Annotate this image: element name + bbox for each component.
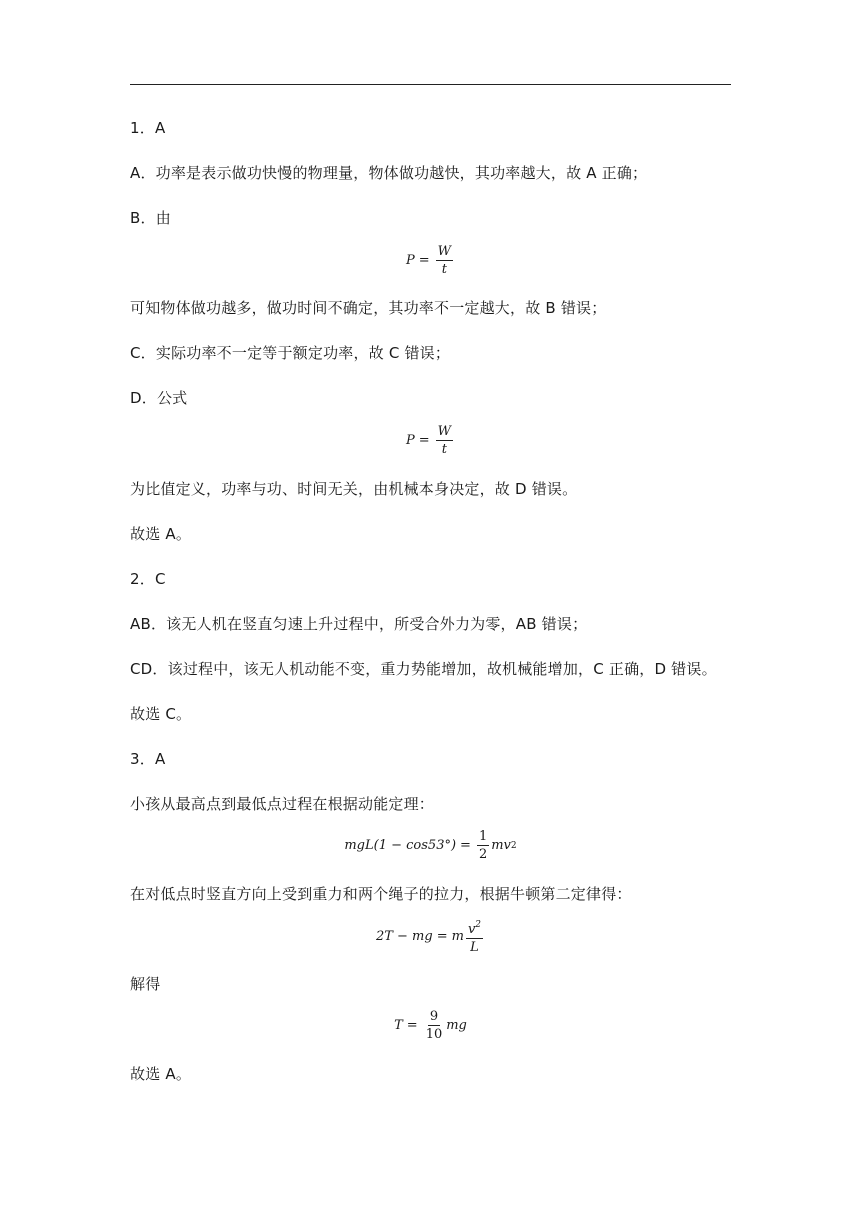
fraction-denominator: t: [441, 442, 447, 457]
question-1-answer: 1．A: [130, 119, 166, 137]
fraction: [436, 424, 453, 457]
fraction-denominator: 10: [425, 1027, 443, 1042]
q1-option-c-explanation: C．实际功率不一定等于额定功率，故 C 错误；: [130, 344, 451, 362]
formula-energy: [130, 829, 731, 862]
q1-option-d-explanation: 为比值定义，功率与功、时间无关，由机械本身决定，故 D 错误。: [130, 480, 578, 498]
fraction-numerator: [466, 918, 483, 939]
formula-lhs: P: [405, 433, 415, 448]
formula-prefix: m: [451, 929, 464, 944]
question-2-answer: 2．C: [130, 570, 166, 588]
q1-option-d-label: D．公式: [130, 389, 188, 407]
q1-option-b-label: B．由: [130, 209, 171, 227]
formula-power-2: [130, 424, 731, 457]
q3-solve-label: 解得: [130, 975, 161, 993]
fraction-numerator: W: [437, 424, 452, 439]
formula-lhs: mgL(1 − cos53°): [344, 838, 457, 853]
question-3-answer: 3．A: [130, 750, 166, 768]
formula-lhs: T: [394, 1018, 403, 1033]
formula-rhs: mv: [491, 838, 511, 853]
formula-equals: =: [418, 433, 430, 448]
formula-equals: =: [436, 929, 448, 944]
q2-option-ab-explanation: AB．该无人机在竖直匀速上升过程中，所受合外力为零，AB 错误；: [130, 615, 588, 633]
q2-option-cd-explanation: CD．该过程中，该无人机动能不变，重力势能增加，故机械能增加，C 正确，D 错误。: [130, 660, 717, 678]
numerator-base: v: [467, 922, 476, 937]
formula-lhs: 2T − mg: [375, 929, 433, 944]
q1-conclusion: 故选 A。: [130, 525, 192, 543]
q3-force-statement: 在对低点时竖直方向上受到重力和两个绳子的拉力，根据牛顿第二定律得：: [130, 885, 632, 903]
formula-lhs: P: [405, 253, 415, 268]
fraction-denominator: 2: [478, 847, 488, 862]
q2-conclusion: 故选 C。: [130, 705, 192, 723]
fraction-numerator: 1: [478, 829, 488, 844]
fraction: [424, 1009, 445, 1042]
fraction: [466, 918, 483, 955]
formula-tension: [130, 1009, 731, 1042]
fraction: [477, 829, 489, 862]
formula-power-1: [130, 244, 731, 277]
formula-equals: =: [460, 838, 471, 853]
q1-option-b-explanation: 可知物体做功越多，做功时间不确定，其功率不一定越大，故 B 错误；: [130, 299, 607, 317]
q3-energy-statement: 小孩从最高点到最低点过程在根据动能定理：: [130, 795, 435, 813]
formula-rhs: mg: [446, 1018, 467, 1033]
fraction-denominator: t: [441, 262, 447, 277]
fraction-denominator: L: [470, 940, 479, 955]
fraction-numerator: 9: [429, 1009, 439, 1024]
q3-conclusion: 故选 A。: [130, 1065, 192, 1083]
formula-equals: =: [418, 253, 430, 268]
formula-equals: =: [406, 1018, 418, 1033]
fraction-numerator: W: [437, 244, 452, 259]
formula-superscript: 2: [475, 920, 482, 930]
formula-newton: [130, 918, 731, 955]
fraction: [436, 244, 453, 277]
formula-superscript: 2: [510, 840, 517, 851]
header-rule: [130, 84, 731, 85]
q1-option-a-explanation: A．功率是表示做功快慢的物理量，物体做功越快，其功率越大，故 A 正确；: [130, 164, 648, 182]
